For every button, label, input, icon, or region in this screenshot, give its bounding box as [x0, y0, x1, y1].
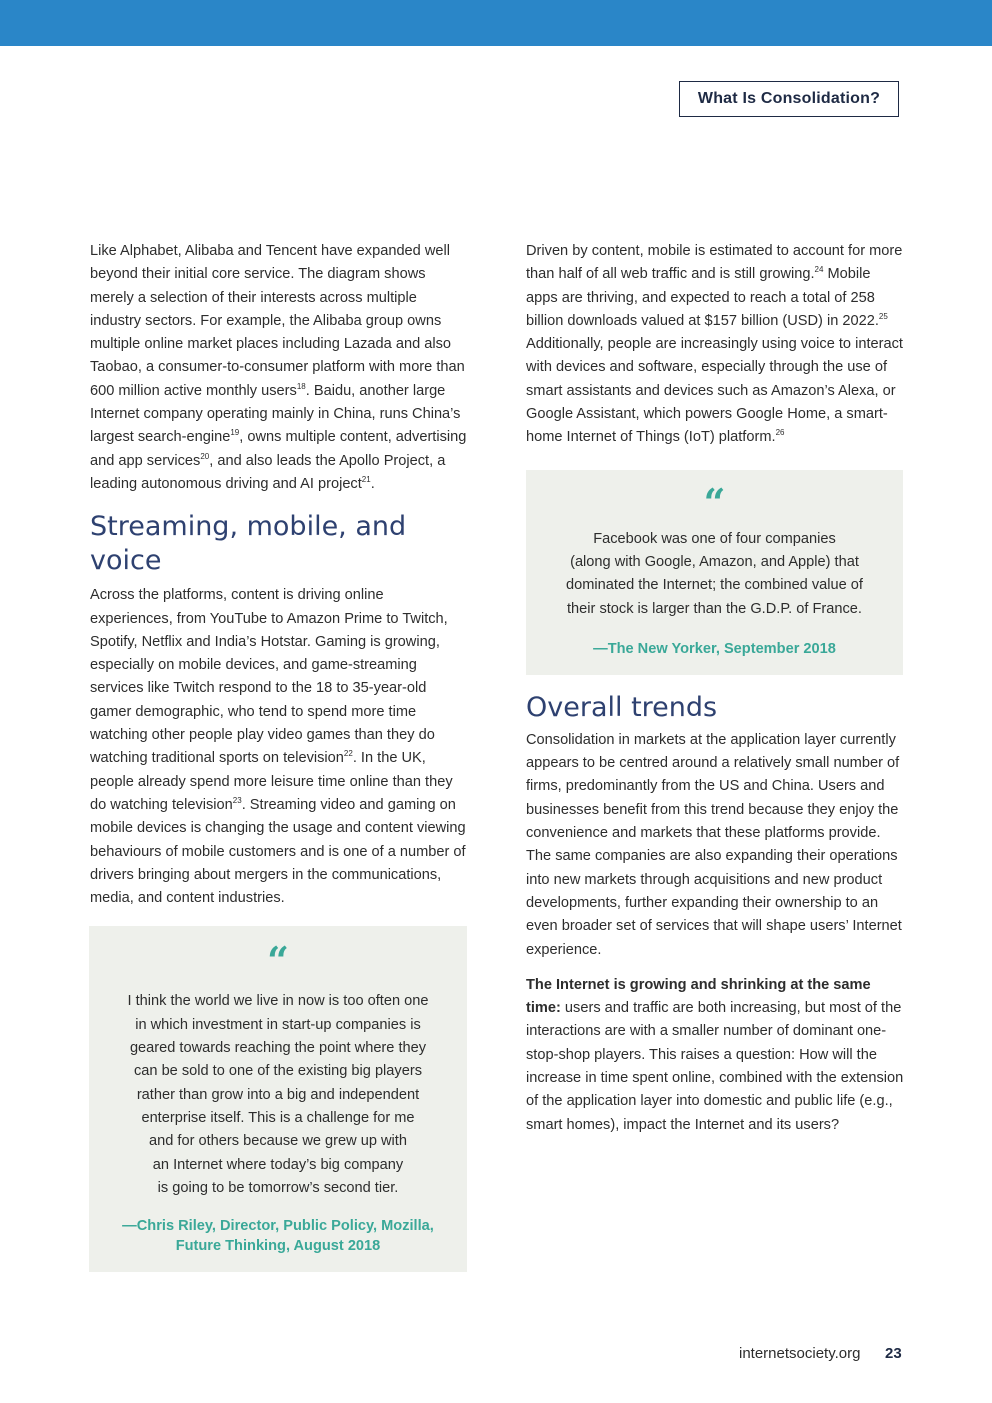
- footnote-ref: 20: [200, 451, 210, 461]
- top-color-bar: [0, 0, 992, 46]
- page-number: 23: [885, 1345, 902, 1362]
- text-run: .: [370, 475, 375, 492]
- footnote-ref: 24: [814, 265, 824, 275]
- growing-paragraph: [526, 974, 904, 1137]
- left-column: [90, 240, 468, 1272]
- quote-attribution: —The New Yorker, September 2018: [593, 640, 836, 657]
- right-column: [526, 240, 904, 1137]
- streaming-heading: Streaming, mobile, and voice: [90, 511, 407, 577]
- pull-quote-new-yorker: [526, 470, 903, 675]
- growing-bold-lead: The Internet is growing and shrinking at the same time:: [526, 976, 871, 1017]
- text-run: . Streaming video and gaming on mobile devices is changing the usage and content viewing behaviours of mobile customers and is one of a number of drivers bringing about mergers in the communications, media, and content industries.: [90, 796, 466, 907]
- footnote-ref: 19: [230, 428, 240, 438]
- footnote-ref: 26: [775, 428, 785, 438]
- streaming-paragraph: [90, 584, 468, 910]
- text-run: Like Alphabet, Alibaba and Tencent have expanded well beyond their initial core service. The diagram shows merely a selection of their interests across multiple industry sectors. For example, the Alibaba group owns multiple online market places including Lazada and also Taobao, a consumer-to-consumer platform with more than 600 million active monthly users: [90, 243, 465, 399]
- footnote-ref: 23: [232, 796, 242, 806]
- trends-heading: Overall trends: [526, 691, 718, 723]
- section-label: What Is Consolidation?: [679, 81, 899, 117]
- quote-text: Facebook was one of four companies (along with Google, Amazon, and Apple) that dominated the Internet; the combined value of their stock is larger than the G.D.P. of France.: [566, 530, 863, 617]
- text-run: Additionally, people are increasingly using voice to interact with devices and software, especially through the use of smart assistants and devices such as Amazon’s Alexa, or Google Assistant, which powers Google Home, a smart-home Internet of Things (IoT) platform.: [526, 336, 903, 446]
- footnote-ref: 22: [343, 749, 353, 759]
- pull-quote-riley: [89, 926, 467, 1272]
- footer-site: internetsociety.org: [739, 1345, 861, 1362]
- quote-text: I think the world we live in now is too often one in which investment in start-up companies is geared towards reaching the point where they can be sold to one of the existing big players rather than grow into a big and independent enterprise itself. This is a challenge for me and for others because we grew up with an Internet where today’s big company is going to be tomorrow’s second tier.: [127, 993, 429, 1196]
- intro-paragraph: [90, 240, 468, 496]
- text-run: Driven by content, mobile is estimated to account for more than half of all web traffic and is still growing.: [526, 243, 903, 283]
- text-run: . In the UK, people already spend more leisure time online than they do watching television: [90, 750, 453, 813]
- text-run: Across the platforms, content is driving online experiences, from YouTube to Amazon Prime to Twitch, Spotify, Netflix and India’s Hotstar. Gaming is growing, especially on mobile devices, and game-streaming services like Twitch respond to the 18 to 35-year-old gamer demographic, who tend to spend more time watching other people play video games than they do watching traditional sports on television: [90, 587, 448, 767]
- mobile-paragraph: [526, 240, 904, 450]
- footnote-ref: 25: [878, 312, 888, 322]
- growing-text: users and traffic are both increasing, but most of the interactions are with a smaller number of dominant one-stop-shop players. This raises a question: How will the increase in time spent online, combined with the extension of the application layer into domestic and public life (e.g., smart homes), impact the Internet and its users?: [526, 1000, 904, 1133]
- footnote-ref: 18: [296, 381, 306, 391]
- trends-paragraph: Consolidation in markets at the application layer currently appears to be centred around a relatively small number of firms, predominantly from the US and China. Users and businesses benefit from this trend because they enjoy the convenience and markets that these platforms provide. The same companies are also expanding their operations into new markets through acquisitions and new product developments, further expanding their ownership to an even broader set of services that will shape users’ Internet experience.: [526, 731, 902, 958]
- text-run: . Baidu, another large Internet company operating mainly in China, runs China’s largest search-engine: [90, 382, 461, 446]
- text-run: , and also leads the Apollo Project, a leading autonomous driving and AI project: [90, 452, 446, 492]
- quote-mark-icon: “: [703, 479, 726, 525]
- text-run: , owns multiple content, advertising and app services: [90, 429, 467, 469]
- quote-attribution: —Chris Riley, Director, Public Policy, Mozilla, Future Thinking, August 2018: [122, 1218, 434, 1255]
- footnote-ref: 21: [361, 475, 371, 485]
- quote-mark-icon: “: [267, 938, 289, 984]
- text-run: Mobile apps are thriving, and expected to reach a total of 258 billion downloads valued at $157 billion (USD) in 2022.: [526, 266, 879, 329]
